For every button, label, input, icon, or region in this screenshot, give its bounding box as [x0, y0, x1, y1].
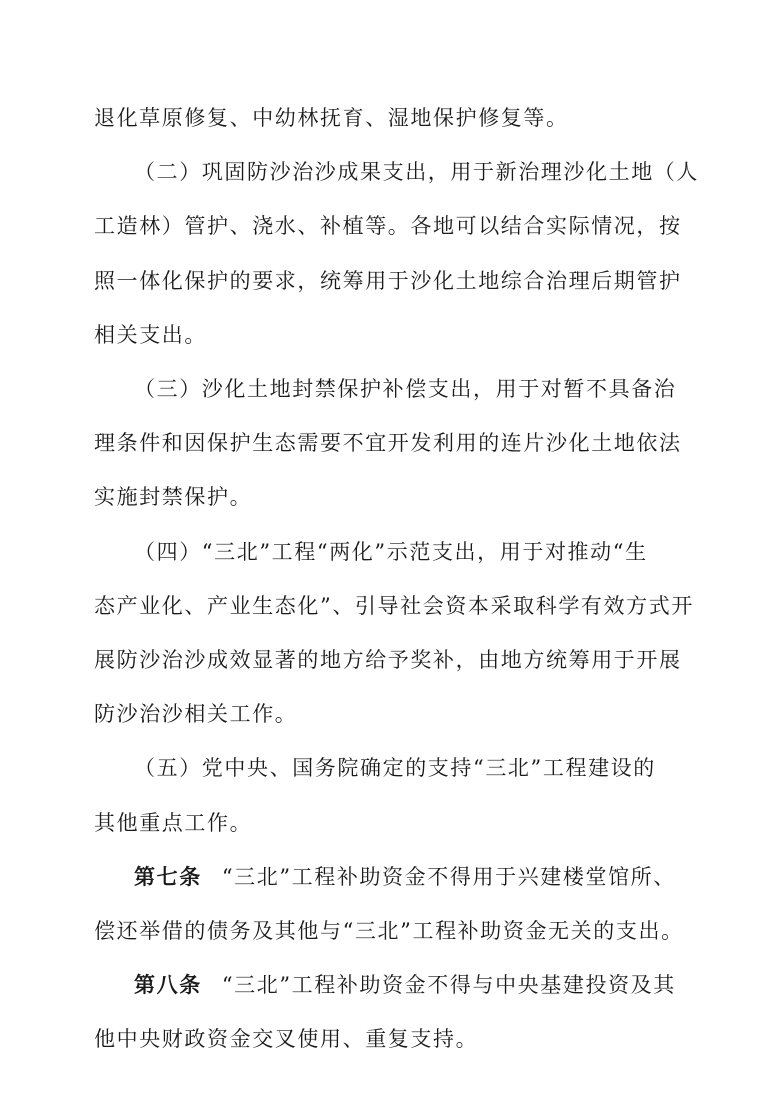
article-8-line-1	[134, 970, 676, 1000]
article-7-text-1: “三北”工程补助资金不得用于兴建楼堂馆所、	[221, 865, 676, 889]
text-line-13: （五）党中央、国务院确定的支持“三北”工程建设的	[134, 756, 656, 780]
text-line-11: 展防沙治沙成效显著的地方给予奖补，由地方统筹用于开展	[94, 648, 682, 672]
article-8-line-2: 他中央财政资金交叉使用、重复支持。	[94, 1027, 479, 1051]
article-8-label: 第八条	[134, 972, 202, 997]
text-line-9: （四）“三北”工程“两化”示范支出，用于对推动“生	[134, 540, 648, 564]
text-line-12: 防沙治沙相关工作。	[94, 702, 298, 726]
text-line-4: 照一体化保护的要求，统筹用于沙化土地综合治理后期管护	[94, 269, 682, 293]
article-8-text-1: “三北”工程补助资金不得与中央基建投资及其	[221, 973, 676, 997]
article-7-line-2: 偿还举借的债务及其他与“三北”工程补助资金无关的支出。	[94, 919, 684, 943]
article-7-label: 第七条	[134, 864, 202, 889]
text-line-10: 态产业化、产业生态化”、引导社会资本采取科学有效方式开	[94, 594, 694, 618]
text-line-3: 工造林）管护、浇水、补植等。各地可以结合实际情况，按	[94, 214, 682, 238]
text-line-6: （三）沙化土地封禁保护补偿支出，用于对暂不具备治	[134, 377, 677, 401]
text-line-7: 理条件和因保护生态需要不宜开发利用的连片沙化土地依法	[94, 431, 682, 455]
text-line-14: 其他重点工作。	[94, 811, 253, 835]
text-line-8: 实施封禁保护。	[94, 485, 253, 509]
text-line-5: 相关支出。	[94, 323, 207, 347]
text-line-1: 退化草原修复、中幼林抚育、湿地保护修复等。	[94, 106, 569, 130]
article-7-line-1	[134, 862, 676, 892]
text-line-2: （二）巩固防沙治沙成果支出，用于新治理沙化土地（人	[134, 160, 699, 184]
